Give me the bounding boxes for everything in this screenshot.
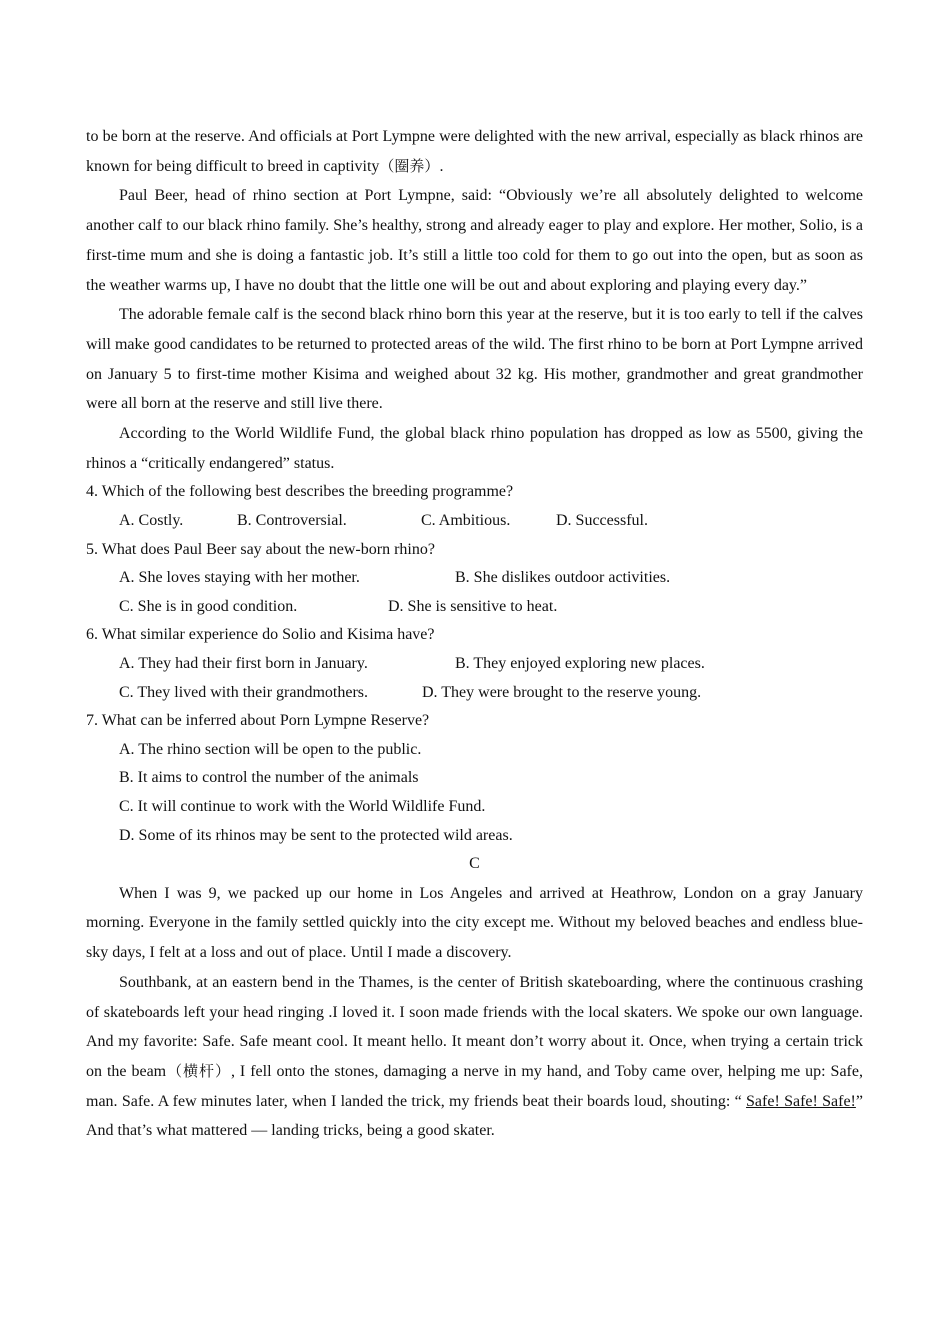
question-stem: 6. What similar experience do Solio and Kisima have? <box>86 626 435 644</box>
underlined-phrase: Safe! Safe! Safe! <box>746 1092 856 1110</box>
answer-option: D. Some of its rhinos may be sent to the protected wild areas. <box>119 826 513 844</box>
answer-option: B. They enjoyed exploring new places. <box>455 655 705 672</box>
question-stem: 5. What does Paul Beer say about the new-born rhino? <box>86 540 435 558</box>
answer-option: B. Controversial. <box>237 512 347 530</box>
paragraph-c-1: When I was 9, we packed up our home in Los Angeles and arrived at Heathrow, London on a gray January morning. Everyone in the family settled quickly into the city except me. Without my beloved beaches and endless blue-sky days, I felt at a loss and out of place. Until I made a discovery. <box>86 884 863 962</box>
answer-option: A. They had their first born in January. <box>119 655 368 672</box>
answer-option: A. Costly. <box>119 512 184 530</box>
answer-option: B. She dislikes outdoor activities. <box>455 569 671 587</box>
option-row <box>86 764 863 793</box>
option-row <box>86 564 863 593</box>
option-row <box>86 650 863 679</box>
paragraph-text: ” And that’s what mattered — landing tricks, being a good skater. <box>86 1092 863 1140</box>
answer-option: C. They lived with their grandmothers. <box>119 683 368 701</box>
answer-option: B. It aims to control the number of the animals <box>119 769 419 787</box>
question-list <box>86 478 863 850</box>
paragraph-text: Southbank, at an eastern bend in the Thames, is the center of British skateboarding, where the continuous crashing of skateboards left your head ringing .I loved it. I soon made friends with the local skaters. We spoke our own language. And my favorite: Safe. Safe meant cool. It meant hello. It meant don’t worry about it. Once, when trying a certain trick on the beam <box>86 973 863 1080</box>
section-heading-c: C <box>469 855 480 873</box>
option-row <box>86 736 863 765</box>
paragraph-text: to be born at the reserve. And officials at Port Lympne were delighted with the new arrival, especially as black rhinos are known for being difficult to breed in captivity <box>86 128 863 175</box>
question-stem: 7. What can be inferred about Porn Lympne Reserve? <box>86 712 430 730</box>
option-row <box>86 793 863 822</box>
paragraph-text: , I fell onto the stones, damaging a nerve in my hand, and Toby came over, helping me up: Safe, man. Safe. A few minutes later, when I landed the trick, my friends beat their boards loud, shouting: “ <box>86 1062 863 1110</box>
paragraph-b-1 <box>86 122 863 181</box>
answer-option: A. The rhino section will be open to the public. <box>119 740 422 758</box>
answer-option: C. Ambitious. <box>421 512 511 530</box>
option-row <box>86 593 863 622</box>
option-row <box>86 679 863 708</box>
document-page <box>86 122 863 1146</box>
chinese-gloss: （圈养） <box>379 156 440 175</box>
chinese-gloss: （横杆） <box>166 1061 231 1080</box>
answer-option: D. Successful. <box>556 512 648 530</box>
paragraph-b-3: The adorable female calf is the second black rhino born this year at the reserve, but it is too early to tell if the calves will make good candidates to be returned to protected areas of the wild. The first rhino to be born at Port Lympne arrived on January 5 to first-time mother Kisima and weighed about 32 kg. His mother, grandmother and great grandmother were all born at the reserve and still live there. <box>86 306 863 413</box>
paragraph-b-2: Paul Beer, head of rhino section at Port Lympne, said: “Obviously we’re all absolutely delighted to welcome another calf to our black rhino family. She’s healthy, strong and already eager to play and explore. Her mother, Solio, is a first-time mum and she is doing a fantastic job. It’s still a little too cold for them to go out into the open, but as soon as the weather warms up, I have no doubt that the little one will be out and about exploring and playing every day.” <box>86 187 863 294</box>
answer-option: C. She is in good condition. <box>119 597 298 615</box>
paragraph-text: . <box>439 157 444 175</box>
answer-option: C. It will continue to work with the World Wildlife Fund. <box>119 797 486 815</box>
question-stem: 4. Which of the following best describes the breeding programme? <box>86 483 514 501</box>
answer-option: D. She is sensitive to heat. <box>388 597 558 615</box>
answer-option: A. She loves staying with her mother. <box>119 569 360 587</box>
paragraph-b-4: According to the World Wildlife Fund, the global black rhino population has dropped as low as 5500, giving the rhinos a “critically endangered” status. <box>86 425 863 472</box>
option-row <box>86 822 863 851</box>
answer-option: D. They were brought to the reserve young. <box>422 683 702 701</box>
paragraph-c-2 <box>86 968 863 1146</box>
option-row <box>86 507 863 536</box>
